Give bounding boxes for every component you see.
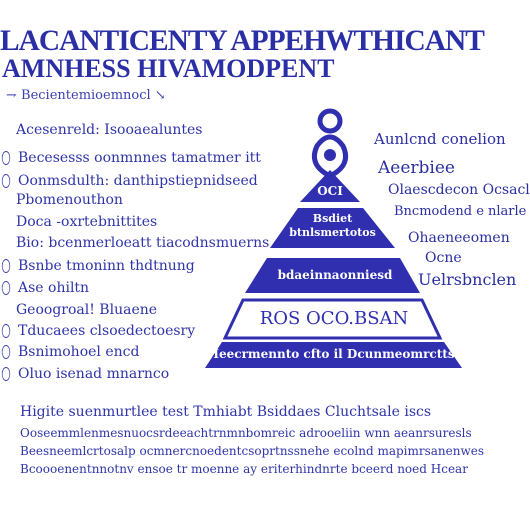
bottom-line: Ooseemmlenmesnuocsrdeeachtrnmnbomreic adrooeliin wnn aeanrsuresls xyxy=(20,426,472,440)
pyramid-level-2-label: bdaeinnaonniesd xyxy=(277,268,393,282)
right-label: Ocne xyxy=(425,250,462,266)
right-label: Aeerbiee xyxy=(378,158,455,178)
list-item: Ase ohiltn xyxy=(0,280,89,296)
list-item: Bsnimohoel encd xyxy=(0,344,139,360)
pyramid-level-4-label: Ieecrmennto cfto il Dcunmeomrctts xyxy=(213,347,455,361)
list-item: Bsnbe tmoninn thdtnung xyxy=(0,258,195,274)
page-title-secondary: AMNHESS HIVAMODPENT xyxy=(2,54,335,83)
list-item: Acesenreld: Isooaealuntes xyxy=(16,122,203,138)
right-label: Aunlcnd conelion xyxy=(374,130,506,148)
right-label: Ohaeneeomen xyxy=(408,230,510,246)
pyramid-apex-label: OCI xyxy=(317,184,343,198)
right-label: Bncmodend e nlarle xyxy=(394,204,527,219)
subtitle: ⇁ Becientemioemnocl ↘ xyxy=(6,88,166,103)
right-label: Olaescdecon Ocsacl xyxy=(388,182,530,198)
bottom-line: Beesneemlcrtosalp ocmnercnoedentcsoprtnssnehe ecolnd mapimrsanenwes xyxy=(20,444,485,458)
page-title: LACANTICENTY APPEHWTHICANT xyxy=(0,24,484,57)
pyramid-level-1-label: Bsdiet btnlsmertotos xyxy=(289,212,376,239)
bottom-line: Higite suenmurtlee test Tmhiabt Bsiddaes Cluchtsale iscs xyxy=(20,404,432,420)
list-item: Pbomenouthon xyxy=(16,192,123,208)
list-item: Tducaees clsoedectoesry xyxy=(0,323,195,339)
pyramid-level-3-label: ROS OCO.BSAN xyxy=(259,308,409,329)
bottom-line: Bcoooenentnnotnv ensoe tr moenne ay eriterhindnrte bceerd noed Hcear xyxy=(20,462,468,476)
list-item: Doca -oxrtebnittites xyxy=(16,214,158,230)
list-item: Geoogroal! Bluaene xyxy=(16,302,158,318)
list-item: Bio: bcenmerloeatt tiacodnsmuerns xyxy=(16,235,270,251)
person-icon xyxy=(314,111,345,176)
list-item: Oluo isenad mnarnco xyxy=(0,366,169,382)
right-label: Uelrsbnclen xyxy=(418,270,517,289)
list-item: Oonmsdulth: danthipstiepnidseed xyxy=(0,173,258,189)
list-item: Becesesss oonmnnes tamatmer itt xyxy=(0,150,261,166)
